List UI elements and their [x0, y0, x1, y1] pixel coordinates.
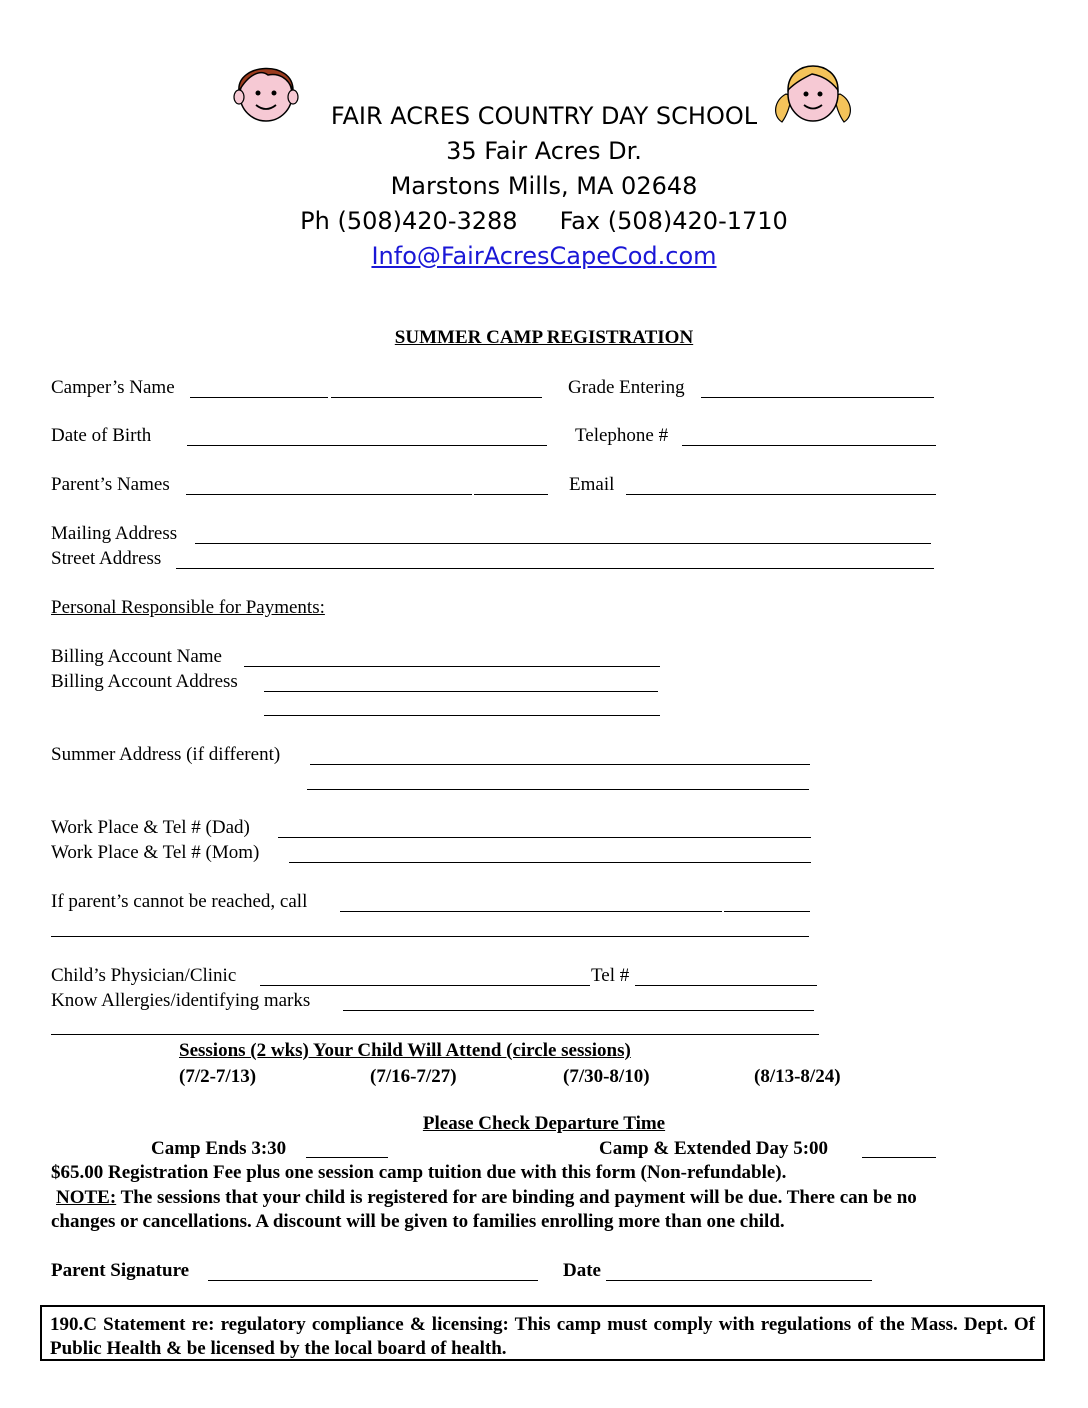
camper-name-label: Camper’s Name — [51, 377, 175, 398]
school-email-link[interactable]: Info@FairAcresCapeCod.com — [371, 242, 717, 270]
sessions-heading: Sessions (2 wks) Your Child Will Attend (circle sessions) — [179, 1040, 631, 1061]
departure-heading: Please Check Departure Time — [422, 1113, 666, 1134]
summer-address-line-1[interactable] — [310, 764, 810, 765]
mailing-address-label: Mailing Address — [51, 523, 178, 544]
email-line[interactable] — [626, 494, 936, 495]
date-label: Date — [563, 1260, 601, 1281]
parent-signature-label: Parent Signature — [51, 1260, 190, 1281]
note-text: The sessions that your child is registered for are binding and payment will be due. There can be no — [116, 1187, 917, 1208]
school-name: FAIR ACRES COUNTRY DAY SCHOOL — [330, 102, 758, 130]
parents-names-line-2[interactable] — [474, 494, 548, 495]
session-1[interactable]: (7/2-7/13) — [179, 1066, 257, 1087]
school-fax: Fax (508)420-1710 — [559, 207, 788, 235]
telephone-line[interactable] — [682, 445, 936, 446]
street-address-label: Street Address — [51, 548, 162, 569]
physician-line[interactable] — [260, 985, 590, 986]
school-email — [0, 241, 1088, 271]
allergies-line-1[interactable] — [343, 1010, 814, 1011]
form-title: SUMMER CAMP REGISTRATION — [394, 327, 694, 348]
physician-label: Child’s Physician/Clinic — [51, 965, 237, 986]
summer-address-line-2[interactable] — [307, 789, 809, 790]
grade-entering-label: Grade Entering — [568, 377, 685, 398]
billing-address-line-1[interactable] — [264, 691, 658, 692]
camper-name-line-1[interactable] — [190, 397, 328, 398]
school-street: 35 Fair Acres Dr. — [446, 137, 642, 165]
grade-entering-line[interactable] — [701, 397, 934, 398]
emergency-contact-line-1[interactable] — [340, 911, 722, 912]
school-phone: Ph (508)420-3288 — [300, 207, 518, 235]
mailing-address-line[interactable] — [195, 543, 931, 544]
work-mom-label: Work Place & Tel # (Mom) — [51, 842, 260, 863]
camper-name-line-2[interactable] — [331, 397, 542, 398]
school-city: Marstons Mills, MA 02648 — [390, 172, 698, 200]
summer-address-label: Summer Address (if different) — [51, 744, 281, 765]
street-address-line[interactable] — [176, 568, 934, 569]
physician-tel-label: Tel # — [591, 965, 630, 986]
billing-address-line-2[interactable] — [264, 715, 660, 716]
camp-ends-label: Camp Ends 3:30 — [151, 1138, 287, 1159]
emergency-contact-line-3[interactable] — [51, 936, 809, 937]
payments-heading: Personal Responsible for Payments: — [51, 597, 325, 618]
binding-note — [51, 1187, 917, 1209]
camp-ends-line[interactable] — [306, 1157, 388, 1158]
date-of-birth-label: Date of Birth — [51, 425, 152, 446]
telephone-label: Telephone # — [575, 425, 669, 446]
allergies-line-2[interactable] — [51, 1034, 819, 1035]
school-phone-fax — [0, 206, 1088, 236]
work-dad-line[interactable] — [278, 837, 811, 838]
date-of-birth-line[interactable] — [187, 445, 547, 446]
extended-day-line[interactable] — [862, 1157, 936, 1158]
emergency-contact-label: If parent’s cannot be reached, call — [51, 891, 308, 912]
allergies-label: Know Allergies/identifying marks — [51, 990, 311, 1011]
emergency-contact-line-2[interactable] — [724, 911, 810, 912]
billing-name-line[interactable] — [244, 666, 660, 667]
parents-names-line-1[interactable] — [186, 494, 472, 495]
binding-note-continued: changes or cancellations. A discount will be given to families enrolling more than one child. — [51, 1211, 785, 1232]
parents-names-label: Parent’s Names — [51, 474, 170, 495]
date-line[interactable] — [606, 1280, 872, 1281]
billing-address-label: Billing Account Address — [51, 671, 238, 692]
billing-name-label: Billing Account Name — [51, 646, 222, 667]
work-mom-line[interactable] — [289, 862, 811, 863]
extended-day-label: Camp & Extended Day 5:00 — [599, 1138, 829, 1159]
work-dad-label: Work Place & Tel # (Dad) — [51, 817, 250, 838]
parent-signature-line[interactable] — [208, 1280, 538, 1281]
email-label: Email — [569, 474, 615, 495]
regulatory-statement-box: 190.C Statement re: regulatory compliance & licensing: This camp must comply with regulations of the Mass. Dept. Of Public Health & be licensed by the local board of health. — [40, 1305, 1045, 1361]
physician-tel-line[interactable] — [635, 985, 817, 986]
session-4[interactable]: (8/13-8/24) — [754, 1066, 841, 1087]
note-label: NOTE: — [56, 1187, 117, 1208]
session-3[interactable]: (7/30-8/10) — [563, 1066, 650, 1087]
fee-note: $65.00 Registration Fee plus one session camp tuition due with this form (Non-refundable). — [51, 1162, 787, 1183]
session-2[interactable]: (7/16-7/27) — [370, 1066, 457, 1087]
